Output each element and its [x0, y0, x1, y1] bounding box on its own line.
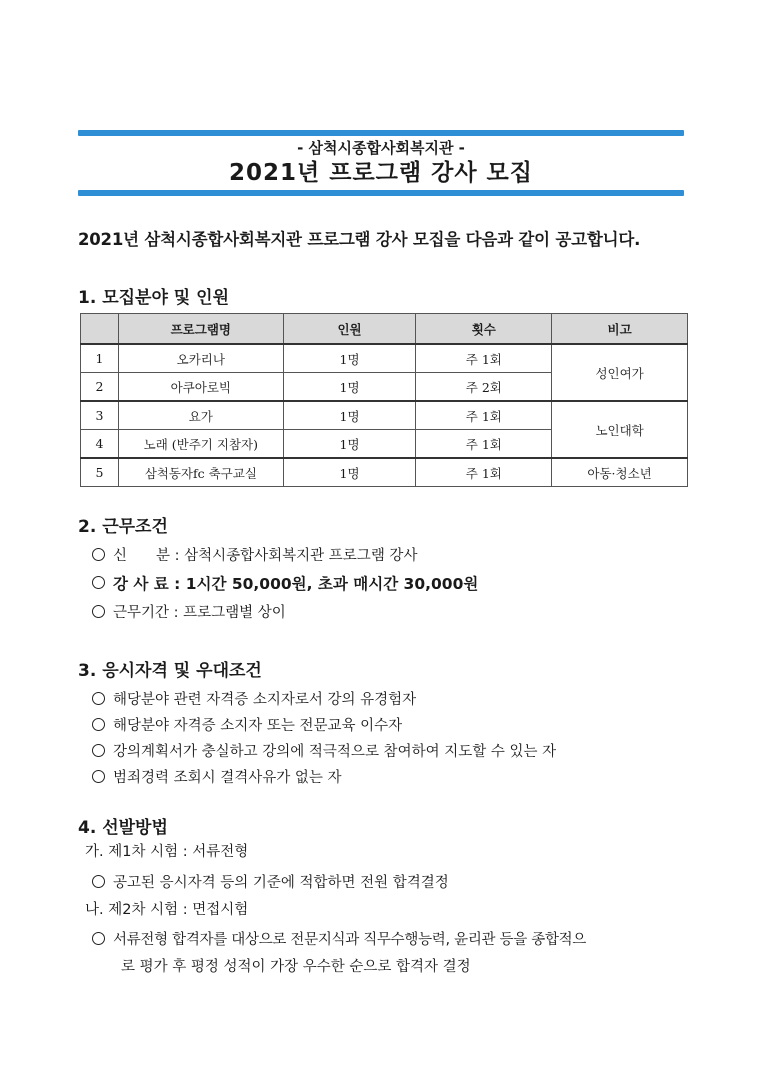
selection-step: 나. 제2차 시험 : 면접시험 [85, 902, 249, 918]
header-top-bar [78, 130, 684, 136]
headcount: 1명 [283, 344, 416, 373]
list-item: 해당분야 자격증 소지자 또는 전문교육 이수자 [92, 714, 402, 735]
program-name: 노래 (반주기 지참자) [118, 430, 283, 459]
section4-title: 4. 선발방법 [78, 818, 168, 838]
row-number: 1 [81, 344, 119, 373]
table-header-row [81, 314, 688, 345]
list-item: 강의계획서가 충실하고 강의에 적극적으로 참여하여 지도할 수 있는 자 [92, 740, 556, 761]
header-title: 2021년 프로그램 강사 모집 [229, 160, 533, 186]
row-number: 4 [81, 430, 119, 459]
row-number: 2 [81, 373, 119, 402]
section3-title: 3. 응시자격 및 우대조건 [78, 661, 262, 681]
column-header: 횟수 [416, 314, 552, 345]
column-header: 비고 [552, 314, 688, 345]
table-row [81, 458, 688, 487]
circle-bullet-icon [92, 770, 105, 783]
header-bottom-bar [78, 190, 684, 196]
circle-bullet-icon [92, 548, 105, 561]
program-name: 아쿠아로빅 [118, 373, 283, 402]
list-item: 강 사 료 : 1시간 50,000원, 초과 매시간 30,000원 [92, 572, 478, 594]
section2-title: 2. 근무조건 [78, 517, 168, 537]
list-item: 범죄경력 조회시 결격사유가 없는 자 [92, 766, 342, 787]
header-block [78, 130, 684, 196]
headcount: 1명 [283, 401, 416, 430]
circle-bullet-icon [92, 605, 105, 618]
circle-bullet-icon [92, 744, 105, 757]
frequency: 주 1회 [416, 430, 552, 459]
note-cell: 아동·청소년 [552, 458, 688, 487]
list-item: 신 분 : 삼척시종합사회복지관 프로그램 강사 [92, 544, 417, 565]
intro-text: 2021년 삼척시종합사회복지관 프로그램 강사 모집을 다음과 같이 공고합니다. [78, 230, 641, 249]
program-name: 요가 [118, 401, 283, 430]
program-name: 오카리나 [118, 344, 283, 373]
column-header [81, 314, 119, 345]
selection-step: 가. 제1차 시험 : 서류전형 [85, 844, 249, 860]
circle-bullet-icon [92, 692, 105, 705]
circle-bullet-icon [92, 875, 105, 888]
list-item: 공고된 응시자격 등의 기준에 적합하면 전원 합격결정 [92, 871, 449, 892]
row-number: 3 [81, 401, 119, 430]
table-row [81, 401, 688, 430]
headcount: 1명 [283, 458, 416, 487]
list-item: 해당분야 관련 자격증 소지자로서 강의 유경험자 [92, 688, 416, 709]
headcount: 1명 [283, 373, 416, 402]
list-item: 서류전형 합격자를 대상으로 전문지식과 직무수행능력, 윤리관 등을 종합적으 [92, 928, 586, 949]
note-cell: 노인대학 [552, 401, 688, 458]
header-subtitle: - 삼척시종합사회복지관 - [297, 139, 465, 157]
circle-bullet-icon [92, 576, 105, 589]
column-header: 프로그램명 [118, 314, 283, 345]
table-row [81, 344, 688, 373]
headcount: 1명 [283, 430, 416, 459]
circle-bullet-icon [92, 932, 105, 945]
circle-bullet-icon [92, 718, 105, 731]
list-item: 근무기간 : 프로그램별 상이 [92, 601, 286, 622]
note-cell: 성인여가 [552, 344, 688, 401]
frequency: 주 2회 [416, 373, 552, 402]
frequency: 주 1회 [416, 458, 552, 487]
recruit-table [80, 313, 688, 487]
column-header: 인원 [283, 314, 416, 345]
section1-title: 1. 모집분야 및 인원 [78, 288, 229, 308]
row-number: 5 [81, 458, 119, 487]
program-name: 삼척동자fc 축구교실 [118, 458, 283, 487]
list-item-continuation: 로 평가 후 평정 성적이 가장 우수한 순으로 합격자 결정 [121, 959, 471, 975]
frequency: 주 1회 [416, 344, 552, 373]
frequency: 주 1회 [416, 401, 552, 430]
